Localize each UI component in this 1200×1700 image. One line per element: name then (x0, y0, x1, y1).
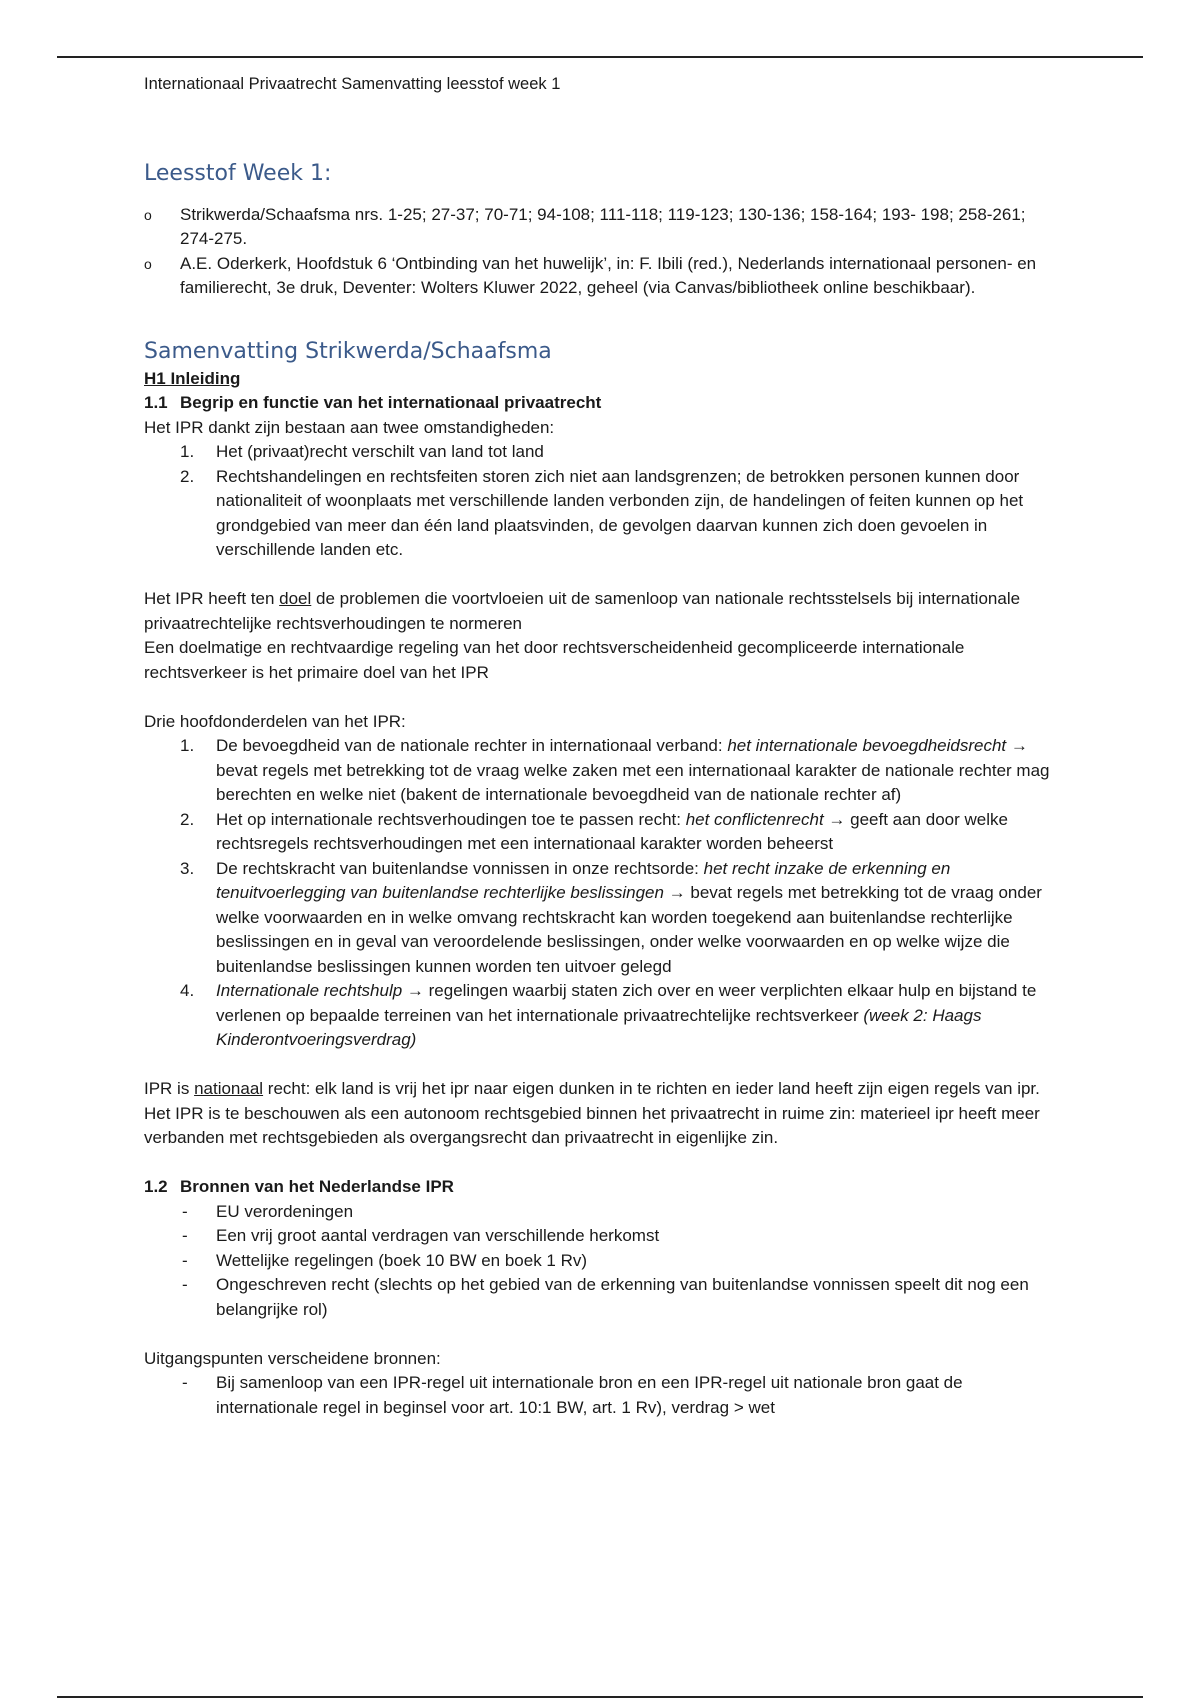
circle-bullet-icon: o (144, 206, 152, 223)
chapter-heading: H1 Inleiding (144, 368, 241, 388)
list-item: 4. Internationale rechtshulp → regelingen waarbij staten zich over en weer verplichten elkaar hulp en bijstand te verlenen op bepaalde terreinen van het internationale privaatrechtelijke rechtsverkeer (week 2: Haags Kinderontvoeringsverdrag) (180, 981, 1037, 1049)
paragraph: Uitgangspunten verscheidene bronnen: (144, 1348, 441, 1368)
list-item: - Bij samenloop van een IPR-regel uit internationale bron en een IPR-regel uit nationale bron gaat de internationale regel in beginsel voor art. 10:1 BW, art. 1 Rv), verdrag > wet (182, 1373, 963, 1417)
list-item: 3. De rechtskracht van buitenlandse vonnissen in onze rechtsorde: het recht inzake de erkenning en tenuitvoerlegging van buitenlandse rechterlijke beslissingen → bevat regels met betrekking tot de vraag onder welke voorwaarden en in welke omvang rechtskracht kan worden toegekend aan buitenlandse rechterlijke beslissingen en in geval van veroordelende beslissingen, onder welke voorwaarden en op welke wijze die buitenlandse beslissingen kunnen worden ten uitvoer gelegd (180, 858, 1042, 976)
numbered-list (144, 734, 1064, 1053)
paragraph: Het IPR dankt zijn bestaan aan twee omstandigheden: (144, 417, 555, 437)
document-page (144, 72, 1064, 1420)
list-item: o Strikwerda/Schaafsma nrs. 1-25; 27-37; 70-71; 94-108; 111-118; 119-123; 130-136; 158-164; 193- 198; 258-261; 274-275. (144, 204, 1026, 248)
numbered-list (144, 440, 1064, 563)
list-item: 1. Het (privaat)recht verschilt van land tot land (180, 442, 544, 461)
list-item: o A.E. Oderkerk, Hoofdstuk 6 ‘Ontbinding van het huwelijk’, in: F. Ibili (red.), Nederlands internationaal personen- en familierecht, 3e druk, Deventer: Wolters Kluwer 2022, geheel (via Canvas/bibliotheek online beschikbaar). (144, 253, 1037, 297)
section-heading-1-1: 1.1 Begrip en functie van het internationaal privaatrecht (144, 393, 602, 412)
leesstof-list (144, 203, 1064, 301)
paragraph: Het IPR is te beschouwen als een autonoom rechtsgebied binnen het privaatrecht in ruime zin: materieel ipr heeft meer verbanden met rechtsgebieden als overgangsrecht dan privaatrecht in eigenlijke zin. (144, 1103, 1040, 1147)
list-item: - Een vrij groot aantal verdragen van verschillende herkomst (182, 1226, 660, 1245)
list-item: - Wettelijke regelingen (boek 10 BW en boek 1 Rv) (182, 1250, 588, 1270)
dash-list (144, 1200, 1064, 1323)
list-item: 2. Het op internationale rechtsverhoudingen toe te passen recht: het conflictenrecht → geeft aan door welke rechtsregels rechtsverhoudingen met een internationaal karakter worden beheerst (180, 809, 1008, 853)
footer-rule (57, 1696, 1143, 1698)
header-rule (57, 56, 1143, 58)
dash-list (144, 1371, 1064, 1420)
list-item: 2. Rechtshandelingen en rechtsfeiten storen zich niet aan landsgrenzen; de betrokken personen kunnen door nationaliteit of woonplaats met verschillende landen verbonden zijn, de handelingen of feiten kunnen op het grondgebied van meer dan één land plaatsvinden, de gevolgen daarvan kunnen zich doen gevoelen in verschillende landen etc. (180, 466, 1024, 559)
paragraph: Drie hoofdonderdelen van het IPR: (144, 711, 406, 731)
paragraph: IPR is nationaal recht: elk land is vrij het ipr naar eigen dunken in te richten en ieder land heeft zijn eigen regels van ipr. (144, 1079, 1040, 1098)
list-item: 1. De bevoegdheid van de nationale rechter in internationaal verband: het internationale bevoegdheidsrecht → bevat regels met betrekking tot de vraag welke zaken met een internationaal karakter de nationale rechter mag berechten en welke niet (bakent de internationale bevoegdheid van de nationale rechter af) (180, 736, 1050, 804)
leesstof-heading: Leesstof Week 1: (144, 160, 332, 186)
running-header: Internationaal Privaatrecht Samenvatting leesstof week 1 (144, 75, 561, 93)
circle-bullet-icon: o (144, 255, 152, 272)
list-item: - Ongeschreven recht (slechts op het gebied van de erkenning van buitenlandse vonnissen speelt dit nog een belangrijke rol) (182, 1275, 1029, 1319)
list-item: - EU verordeningen (182, 1201, 354, 1221)
summary-heading: Samenvatting Strikwerda/Schaafsma (144, 338, 552, 364)
paragraph: Een doelmatige en rechtvaardige regeling van het door rechtsverscheidenheid gecompliceerde internationale rechtsverkeer is het primaire doel van het IPR (144, 638, 965, 682)
paragraph: Het IPR heeft ten doel de problemen die voortvloeien uit de samenloop van nationale rechtsstelsels bij internationale privaatrechtelijke rechtsverhoudingen te normeren (144, 589, 1021, 633)
section-heading-1-2: 1.2 Bronnen van het Nederlandse IPR (144, 1177, 454, 1196)
